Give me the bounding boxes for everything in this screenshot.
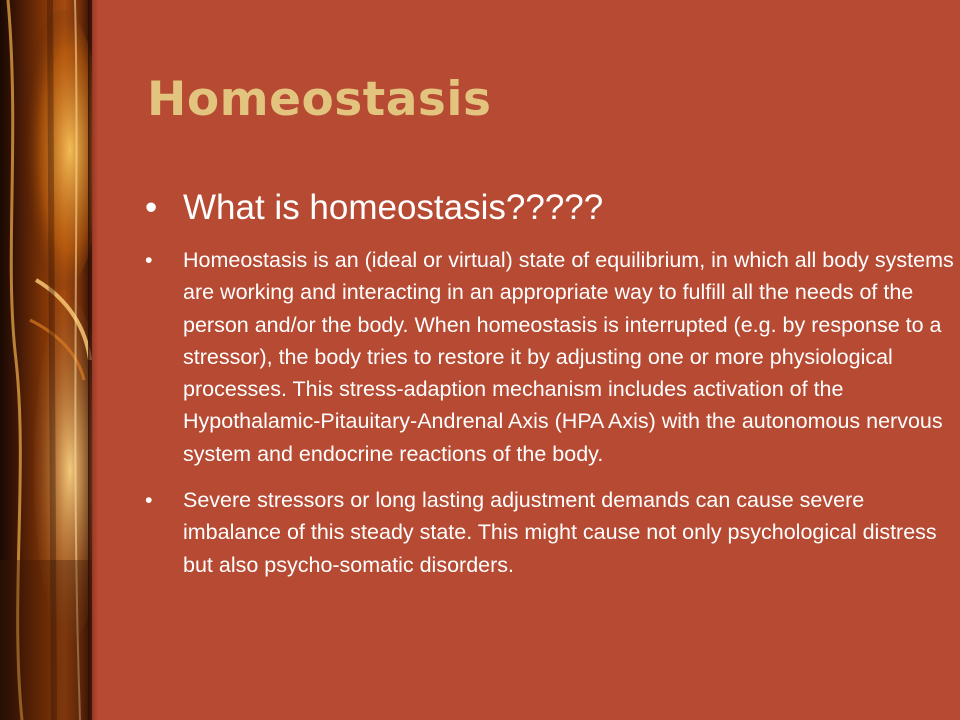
bullet-dot-icon: •: [145, 488, 153, 513]
bullet-text: Homeostasis is an (ideal or virtual) state of equilibrium, in which all body systems are working and interacting in an appropriate way to fulfill all the needs of the person and/or the body. When homeostasis is interrupted (e.g. by response to a stressor), the body tries to restore it by adjusting one or more physiological processes. This stress-adaption mechanism includes activation of the Hypothalamic-Pitauitary-Andrenal Axis (HPA Axis) with the autonomous nervous system and endocrine reactions of the body.: [183, 248, 954, 466]
bullet-stressors: [145, 484, 955, 581]
bullet-dot-icon: •: [145, 248, 153, 272]
bullet-text: Severe stressors or long lasting adjustment demands can cause severe imbalance of this steady state. This might cause not only psychological distress but also psycho-somatic disorders.: [183, 488, 937, 577]
bullet-dot-icon: •: [145, 188, 158, 227]
bullet-list: [145, 186, 955, 595]
glassware-photo-strip: [0, 0, 92, 720]
bullet-question: [145, 186, 955, 230]
image-edge-shadow: [88, 0, 98, 720]
slide-title: Homeostasis: [147, 72, 492, 127]
glassware-illustration: [0, 0, 92, 720]
bullet-definition: [145, 244, 955, 470]
bullet-text: What is homeostasis?????: [183, 188, 604, 227]
